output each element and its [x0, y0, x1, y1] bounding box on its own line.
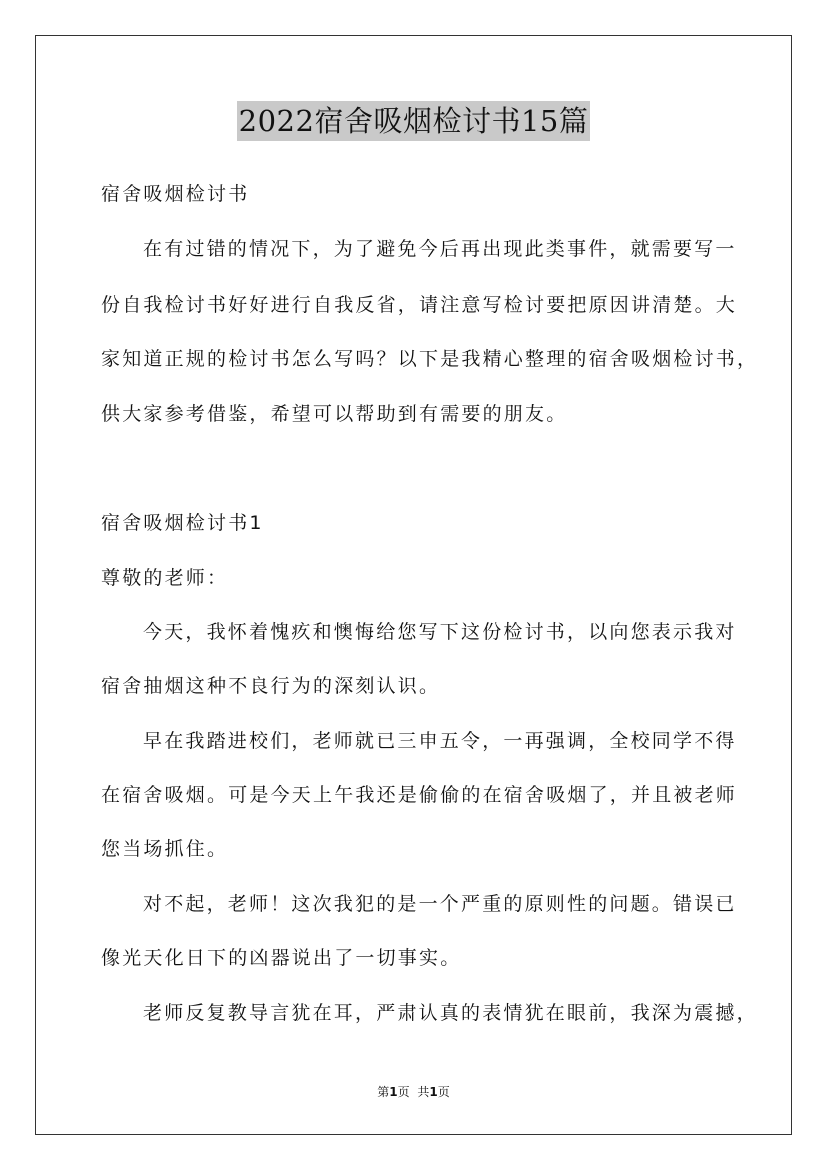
paragraph-line: 今天，我怀着愧疚和懊悔给您写下这份检讨书，以向您表示我对	[143, 621, 737, 643]
total-pages: 1	[429, 1085, 438, 1099]
page-number: 1	[389, 1085, 398, 1099]
paragraph-line: 在宿舍吸烟。可是今天上午我还是偷偷的在宿舍吸烟了，并且被老师	[101, 784, 738, 806]
paragraph-line: 宿舍抽烟这种不良行为的深刻认识。	[101, 675, 441, 697]
paragraph-line: 家知道正规的检讨书怎么写吗？以下是我精心整理的宿舍吸烟检讨书，	[101, 348, 759, 370]
salutation: 尊敬的老师：	[101, 567, 229, 589]
section-heading: 宿舍吸烟检讨书	[101, 183, 250, 205]
paragraph-line: 在有过错的情况下，为了避免今后再出现此类事件，就需要写一	[143, 238, 737, 260]
page-footer	[0, 1084, 827, 1100]
page-prefix: 第	[377, 1085, 390, 1099]
page-suffix: 页	[397, 1085, 410, 1099]
total-prefix: 共	[417, 1085, 430, 1099]
section-heading: 宿舍吸烟检讨书1	[101, 512, 264, 534]
paragraph-line: 早在我踏进校们，老师就已三申五令，一再强调，全校同学不得	[143, 730, 737, 752]
paragraph-line: 供大家参考借鉴，希望可以帮助到有需要的朋友。	[101, 403, 568, 425]
title-container	[0, 101, 827, 141]
paragraph-line: 对不起，老师！这次我犯的是一个严重的原则性的问题。错误已	[143, 893, 737, 915]
paragraph-line: 您当场抓住。	[101, 838, 229, 860]
paragraph-line: 份自我检讨书好好进行自我反省，请注意写检讨要把原因讲清楚。大	[101, 294, 738, 316]
paragraph-line: 像光天化日下的凶器说出了一切事实。	[101, 947, 462, 969]
document-title: 2022宿舍吸烟检讨书15篇	[237, 101, 591, 141]
total-suffix: 页	[437, 1085, 450, 1099]
paragraph-line: 老师反复教导言犹在耳，严肃认真的表情犹在眼前，我深为震撼，	[143, 1002, 758, 1024]
